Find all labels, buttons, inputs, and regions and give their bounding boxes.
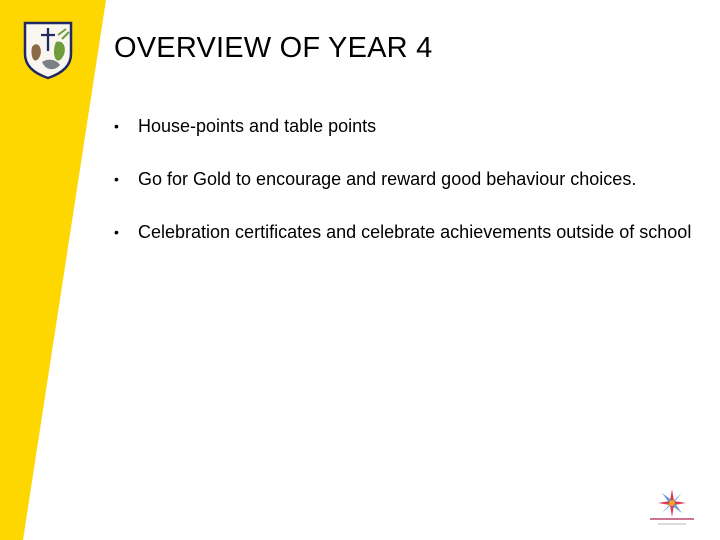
colourful-star-logo bbox=[640, 486, 704, 530]
bullet-text: House-points and table points bbox=[138, 116, 377, 136]
bullet-item bbox=[114, 221, 694, 243]
bullet-marker: • bbox=[114, 171, 119, 187]
bullet-item bbox=[114, 168, 694, 190]
school-crest-icon bbox=[22, 20, 74, 80]
slide-title: OVERVIEW OF YEAR 4 bbox=[114, 32, 433, 64]
bullet-text: Celebration certificates and celebrate achievements outside of school bbox=[138, 222, 692, 242]
bullet-item bbox=[114, 115, 694, 137]
bullet-marker: • bbox=[114, 118, 119, 134]
bullet-list bbox=[114, 115, 694, 243]
bullet-text: Go for Gold to encourage and reward good behaviour choices. bbox=[138, 169, 637, 189]
bullet-marker: • bbox=[114, 224, 119, 240]
